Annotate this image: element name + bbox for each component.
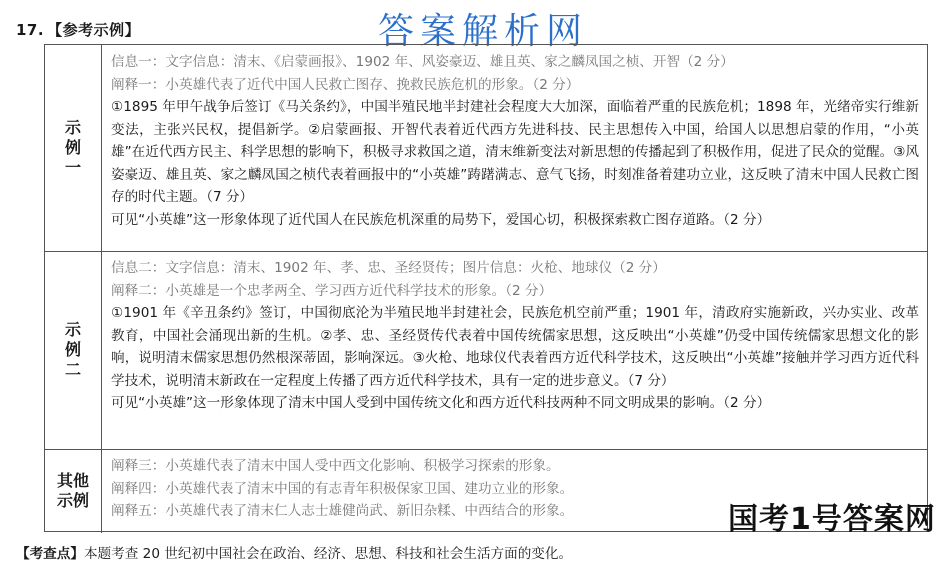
conclusion-line: 可见“小英雄”这一形象体现了清末中国人受到中国传统文化和西方近代科技两种不同文明成果的影响。（2 分） xyxy=(111,395,771,411)
watermark-bottom-right: 国考1号答案网 xyxy=(728,502,936,537)
info-line: 信息一：文字信息：清末、《启蒙画报》、1902 年、风姿豪迈、雄且英、家之麟凤国之桢、开智（2 分） xyxy=(111,54,734,70)
row-label-text: 示例二 xyxy=(64,320,81,379)
conclusion-line: 可见“小英雄”这一形象体现了近代国人在民族危机深重的局势下，爱国心切，积极探索救亡图存道路。（2 分） xyxy=(111,211,771,228)
row-label xyxy=(45,449,102,533)
question-title: 【参考示例】 xyxy=(47,21,141,39)
exam-point-footer xyxy=(16,542,572,562)
row-content xyxy=(111,51,919,231)
row-label-text: 其他示例 xyxy=(56,471,89,510)
watermark-top: 答案解析网 xyxy=(378,11,589,52)
row-label xyxy=(45,45,102,251)
question-header xyxy=(16,19,140,40)
row-label-text: 示例一 xyxy=(64,118,81,177)
exam-point-text: 本题考查 20 世纪初中国社会在政治、经济、思想、科技和社会生活方面的变化。 xyxy=(83,546,573,562)
explain-line: 阐释二：小英雄是一个忠孝两全、学习西方近代科学技术的形象。（2 分） xyxy=(111,282,553,299)
explain-line: 阐释一：小英雄代表了近代中国人民救亡图存、挽救民族危机的形象。（2 分） xyxy=(111,76,580,93)
example-row-2 xyxy=(45,251,927,450)
explain-line: 阐释四：小英雄代表了清末中国的有志青年积极保家卫国、建功立业的形象。 xyxy=(111,480,574,497)
row-content xyxy=(111,257,919,415)
info-line: 信息二：文字信息：清末、1902 年、孝、忠、圣经贤传；图片信息：火枪、地球仪（2 分） xyxy=(111,260,666,276)
example-row-1 xyxy=(45,45,927,252)
question-number: 17. xyxy=(16,21,45,39)
exam-point-tag: 【考查点】 xyxy=(16,546,84,562)
analysis-paragraph: ①1901 年《辛丑条约》签订，中国彻底沦为半殖民地半封建社会，民族危机空前严重；1901 年，清政府实施新政，兴办实业、改革教育，中国社会涌现出新的生机。②孝、忠、圣经贤传代表着中国传统儒家思想，这反映出“小英雄”仍受中国传统儒家思想文化的影响，说明清末儒家思想仍然根深蒂固，影响深远。③火枪、地球仪代表着西方近代科学技术，这反映出“小英雄”接触并学习西方近代科学技术，说明清末新政在一定程度上传播了西方近代科学技术，具有一定的进步意义。（7 分） xyxy=(111,305,919,389)
analysis-paragraph: ①1895 年甲午战争后签订《马关条约》，中国半殖民地半封建社会程度大大加深，面临着严重的民族危机；1898 年，光绪帝实行维新变法，主张兴民权，提倡新学。②启蒙画报、开智代表着近代西方先进科技、民主思想传入中国，给国人以思想启蒙的作用，“小英雄”在近代西方民主、科学思想的影响下，积极寻求救国之道，清末维新变法对新思想的传播起到了积极作用，促进了民众的觉醒。③风姿豪迈、雄且英、家之麟凤国之桢代表着画报中的“小英雄”踌躇满志、意气飞扬，时刻准备着建功立业，这反映了清末中国人民救亡图存的时代主题。（7 分） xyxy=(111,99,919,205)
row-label xyxy=(45,251,102,449)
explain-line: 阐释三：小英雄代表了清末中国人受中西文化影响、积极学习探索的形象。 xyxy=(111,458,560,474)
explain-line: 阐释五：小英雄代表了清末仁人志士雄健尚武、新旧杂糅、中西结合的形象。 xyxy=(111,503,574,519)
answer-table xyxy=(44,44,928,532)
